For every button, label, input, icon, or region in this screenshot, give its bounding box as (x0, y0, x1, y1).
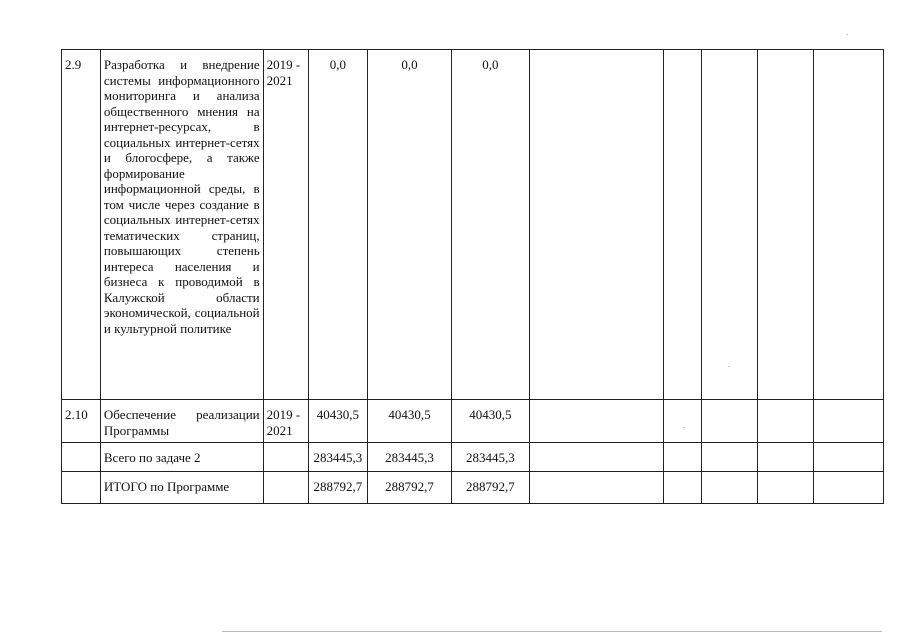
amount-cell: 0,0 (308, 50, 367, 400)
empty-cell (529, 443, 663, 472)
empty-cell (758, 400, 814, 443)
amount-cell: 40430,5 (368, 400, 452, 443)
empty-cell (701, 443, 757, 472)
empty-cell (814, 400, 884, 443)
period-cell (263, 443, 308, 472)
empty-cell (701, 50, 757, 400)
amount-cell: 283445,3 (368, 443, 452, 472)
empty-cell (758, 443, 814, 472)
table-row (62, 50, 884, 400)
row-number (62, 472, 101, 504)
scan-speck (846, 34, 848, 35)
empty-cell (663, 50, 701, 400)
empty-cell (814, 472, 884, 504)
period-cell: 2019 - 2021 (263, 50, 308, 400)
empty-cell (663, 472, 701, 504)
period-cell: 2019 - 2021 (263, 400, 308, 443)
empty-cell (663, 400, 701, 443)
scan-speck (683, 427, 685, 428)
period-cell (263, 472, 308, 504)
empty-cell (814, 443, 884, 472)
amount-cell: 0,0 (451, 50, 529, 400)
program-table (61, 49, 884, 504)
empty-cell (758, 50, 814, 400)
empty-cell (663, 443, 701, 472)
row-number: 2.10 (62, 400, 101, 443)
empty-cell (529, 400, 663, 443)
amount-cell: 283445,3 (451, 443, 529, 472)
amount-cell: 288792,7 (368, 472, 452, 504)
empty-cell (758, 472, 814, 504)
amount-cell: 40430,5 (451, 400, 529, 443)
amount-cell: 283445,3 (308, 443, 367, 472)
row-number (62, 443, 101, 472)
amount-cell: 0,0 (368, 50, 452, 400)
table-row (62, 400, 884, 443)
scan-speck (728, 366, 730, 367)
subtotal-row (62, 443, 884, 472)
empty-cell (701, 472, 757, 504)
empty-cell (529, 50, 663, 400)
empty-cell (701, 400, 757, 443)
row-number: 2.9 (62, 50, 101, 400)
subtotal-label: Всего по задаче 2 (100, 443, 263, 472)
amount-cell: 288792,7 (451, 472, 529, 504)
activity-name: Разработка и внедрение системы информационного мониторинга и анализа общественного мнения на интернет-ресурсах, в социальных интернет-сетях и блогосфере, а также формирование информационной среды, в том числе через создание в социальных интернет-сетях тематических страниц, повышающих степень интереса населения и бизнеса к проводимой в Калужской области экономической, социальной и культурной политике (100, 50, 263, 400)
amount-cell: 288792,7 (308, 472, 367, 504)
empty-cell (529, 472, 663, 504)
activity-name: Обеспечение реализации Программы (100, 400, 263, 443)
scan-artifact-line (222, 631, 882, 632)
amount-cell: 40430,5 (308, 400, 367, 443)
empty-cell (814, 50, 884, 400)
total-label: ИТОГО по Программе (100, 472, 263, 504)
total-row (62, 472, 884, 504)
